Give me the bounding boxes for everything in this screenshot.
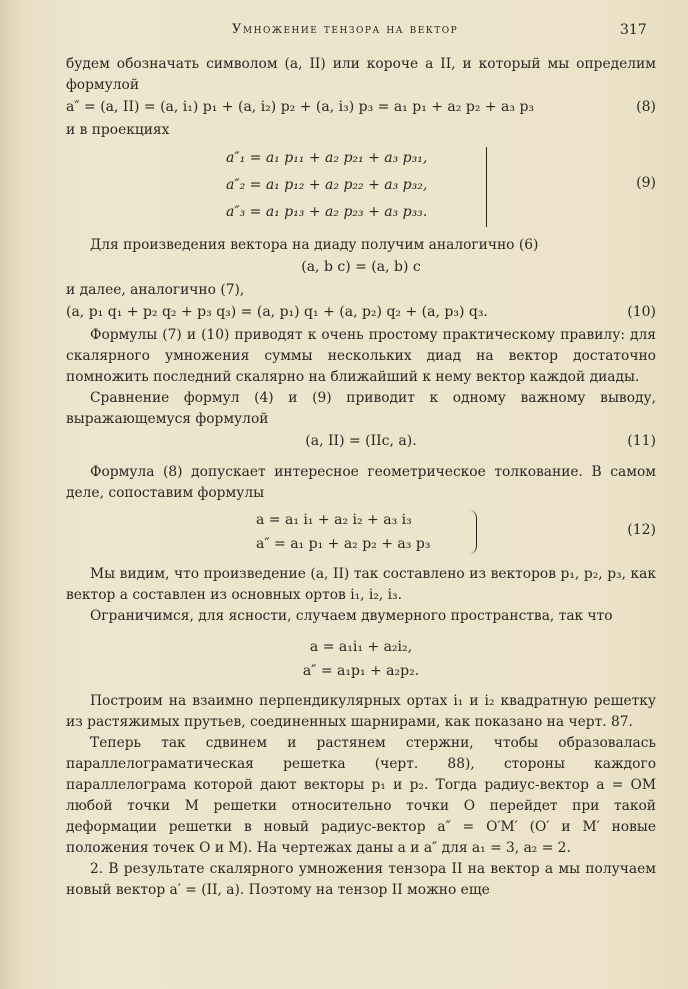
equation-number: (9) xyxy=(636,175,656,191)
equation-text: (a, b c) = (a, b) c xyxy=(301,259,421,275)
paragraph: Теперь так сдвинем и растянем стержни, чтобы образовалась параллелограматическая решетка (черт. 88), стороны каждого параллелограма которой дают векторы p₁ и p₂. Тогда радиус-вектор a = OM любой точки M решетки относительно точки O перейдет при такой деформации решетки в новый радиус-вектор a″ = O′M′ (O′ и M′ новые положения точек O и M). На чертежах даны a и a″ для a₁ = 3, a₂ = 2. xyxy=(66,735,656,856)
spacer xyxy=(66,454,656,462)
equation-line: a″ = a₁ p₁ + a₂ p₂ + a₃ p₃ xyxy=(256,536,431,552)
paragraph: 2. В результате скалярного умножения тензора II на вектор a мы получаем новый вектор a′ = (II, a). Поэтому на тензор II можно еще xyxy=(66,861,656,898)
paragraph: Мы видим, что произведение (a, II) так составлено из векторов p₁, p₂, p₃, как вектор a составлен из основных ортов i₁, i₂, i₃. xyxy=(66,566,656,603)
equation-line: a″ = a₁p₁ + a₂p₂. xyxy=(302,663,420,679)
equation-system-9 xyxy=(66,145,656,231)
equation-number: (8) xyxy=(636,99,656,115)
equation-text: a″ = (a, II) = (a, i₁) p₁ + (a, i₂) p₂ + (a, i₃) p₃ = a₁ p₁ + a₂ p₂ + a₃ p₃ xyxy=(66,99,535,115)
paragraph: Сравнение формул (4) и (9) приводит к одному важному выводу, выражающемуся формулой xyxy=(66,390,656,427)
paragraph: Ограничимся, для ясности, случаем двумерного пространства, так что xyxy=(90,608,613,624)
equation-number: (11) xyxy=(627,433,656,449)
running-title: Умножение тензора на вектор xyxy=(232,22,459,37)
equation-text: (a, II) = (IIc, a). xyxy=(305,433,417,449)
equation xyxy=(66,256,656,280)
paragraph: и далее, аналогично (7), xyxy=(66,282,245,298)
page-body xyxy=(66,54,656,901)
equation-line: a″₂ = a₁ p₁₂ + a₂ p₂₂ + a₃ p₃₂, xyxy=(226,177,428,193)
brace xyxy=(466,510,477,554)
equation-line: a″₃ = a₁ p₁₃ + a₂ p₂₃ + a₃ p₃₃. xyxy=(226,204,428,220)
equation-pair xyxy=(66,635,656,683)
equation-line: a″₁ = a₁ p₁₁ + a₂ p₂₁ + a₃ p₃₁, xyxy=(226,150,428,166)
paragraph: Построим на взаимно перпендикулярных ортах i₁ и i₂ квадратную решетку из растяжимых прутьев, соединенных шарнирами, как показано на черт. 87. xyxy=(66,693,656,730)
paragraph: и в проекциях xyxy=(66,122,170,138)
equation-system-12 xyxy=(66,508,656,560)
page-header xyxy=(0,22,688,42)
equation-number: (10) xyxy=(627,304,656,320)
paragraph: Формулы (7) и (10) приводят к очень простому практическому правилу: для скалярного умножения суммы нескольких диад на вектор достаточно помножить последний скалярно на ближайший к нему вектор каждой диады. xyxy=(66,327,656,385)
equation-line: a = a₁i₁ + a₂i₂, xyxy=(309,639,413,655)
equation-number: (12) xyxy=(627,522,656,538)
paragraph: Формула (8) допускает интересное геометрическое толкование. В самом деле, сопоставим формулы xyxy=(66,464,656,501)
paragraph: будем обозначать символом (a, II) или короче a II, и который мы определим формулой xyxy=(66,56,656,93)
page-number: 317 xyxy=(620,22,647,38)
equation-10 xyxy=(66,301,656,325)
equation-line: a = a₁ i₁ + a₂ i₂ + a₃ i₃ xyxy=(256,512,412,528)
equation-11 xyxy=(66,430,656,454)
equation-8 xyxy=(66,96,656,120)
brace xyxy=(480,147,487,227)
equation-text: (a, p₁ q₁ + p₂ q₂ + p₃ q₃) = (a, p₁) q₁ + (a, p₂) q₂ + (a, p₃) q₃. xyxy=(66,304,488,320)
paragraph: Для произведения вектора на диаду получим аналогично (6) xyxy=(90,237,539,253)
